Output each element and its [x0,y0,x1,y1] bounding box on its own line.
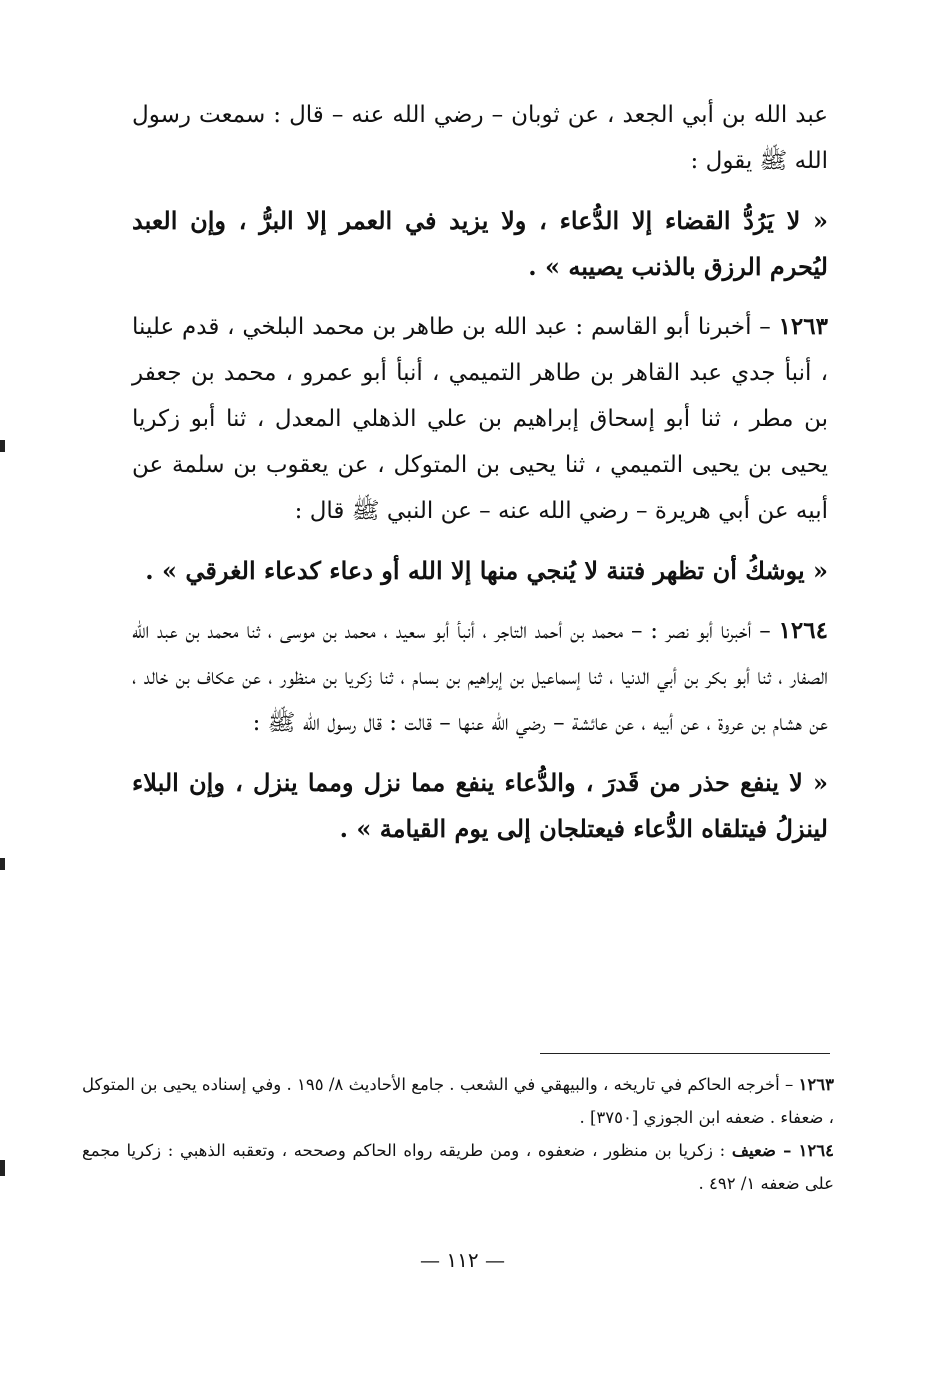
footnote-1264 [82,1134,834,1200]
hadith-number: ١٢٦٣ [778,313,828,340]
scan-edge-mark [0,440,5,452]
scan-edge-mark [0,858,5,870]
paragraph-continuation [132,92,828,184]
footnote-text: – أخرجه الحاكم في تاريخه ، والبيهقي في الشعب . جامع الأحاديث ٨/ ١٩٥ . وفي إسناده يحيى بن المتوكل ، ضعفاء . ضعفه ابن الجوزي [٣٧٥٠] . [82,1075,834,1127]
footnote-1263 [82,1068,834,1134]
footnote-number: ١٢٦٤ [798,1141,834,1160]
footnote-grade: – ضعيف [731,1141,799,1160]
isnad-text: – أخبرنا أبو القاسم : عبد الله بن طاهر بن محمد البلخي ، قدم علينا ، أنبأ جدي عبد القاهر بن طاهر التميمي ، أنبأ أبو عمرو ، محمد بن جعفر بن مطر ، ثنا أبو إسحاق إبراهيم بن علي الذهلي المعدل ، ثنا أبو زكريا يحيى بن يحيى التميمي ، ثنا يحيى بن المتوكل ، عن يعقوب بن سلمة عن أبيه عن أبي هريرة – رضي الله عنه – عن النبي ﷺ قال : [132,314,828,524]
paragraph-1264 [132,608,828,746]
footnotes [82,1068,834,1200]
main-text [132,92,828,866]
paragraph-1263 [132,304,828,534]
scan-edge-mark [0,1160,5,1176]
hadith-text: « لا ينفع حذر من قَدرَ ، والدُّعاء ينفع مما نزل ومما ينزل ، وإن البلاء لينزلُ فيتلقاه الدُّعاء فيعتلجان إلى يوم القيامة » . [132,768,828,843]
hadith-text: « لا يَرُدُّ القضاء إلا الدُّعاء ، ولا يزيد في العمر إلا البرُّ ، وإن العبد ليُحرم الرزق بالذنب يصيبه » . [132,206,829,281]
hadith-text: « يوشكُ أن تظهر فتنة لا يُنجي منها إلا الله أو دعاء كدعاء الغرقي » . [145,556,828,585]
isnad-text: – أخبرنا أبو نصر : – محمد بن أحمد التاجر ، أنبأ أبو سعيد ، محمد بن موسى ، ثنا محمد بن عبد الله الصفار ، ثنا أبو بكر بن أبي الدنيا ، ثنا إسماعيل بن إبراهيم بن بسام ، ثنا زكريا بن منظور ، عن عكاف بن خالد ، عن هشام بن عروة ، عن أبيه ، عن عائشة – رضي الله عنها – قالت : قال رسول الله ﷺ : [132,618,828,736]
footnote-divider [540,1053,830,1054]
page-number: — ١١٢ — [420,1248,505,1272]
footnote-text: : زكريا بن منظور ، ضعفوه ، ومن طريقه رواه الحاكم وصححه ، وتعقبه الذهبي : زكريا مجمع على ضعفه ١/ ٤٩٢ . [82,1141,834,1193]
paragraph-text: عبد الله بن أبي الجعد ، عن ثوبان – رضي الله عنه – قال : سمعت رسول الله ﷺ يقول : [132,102,828,174]
hadith-number: ١٢٦٤ [778,617,828,644]
footnote-number: ١٢٦٣ [798,1075,834,1094]
